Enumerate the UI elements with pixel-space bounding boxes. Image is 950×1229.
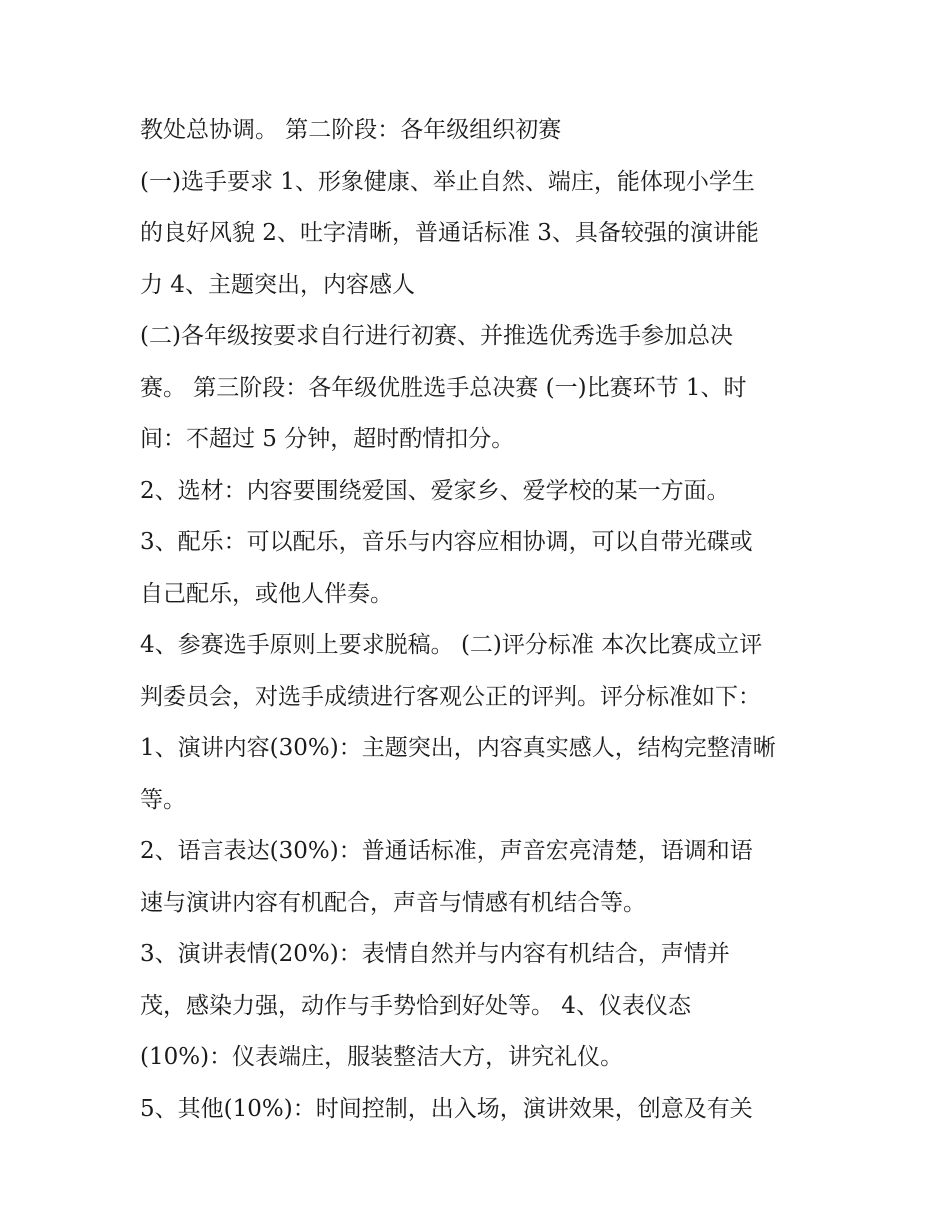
- text-line: 等。: [140, 787, 186, 813]
- text-line: 4、参赛选手原则上要求脱稿。 (二)评分标准 本次比赛成立评: [140, 632, 763, 658]
- text-line: 5、其他(10%)：时间控制，出入场，演讲效果，创意及有关: [140, 1096, 753, 1122]
- text-line: 力 4、主题突出，内容感人: [140, 272, 415, 298]
- text-line: 2、语言表达(30%)：普通话标准，声音宏亮清楚，语调和语: [140, 838, 753, 864]
- text-line: 2、选材：内容要围绕爱国、爱家乡、爱学校的某一方面。: [140, 478, 730, 504]
- text-line: 速与演讲内容有机配合，声音与情感有机结合等。: [140, 890, 646, 916]
- text-line: 的良好风貌 2、吐字清晰，普通话标准 3、具备较强的演讲能: [140, 220, 759, 246]
- text-line: 间：不超过 5 分钟，超时酌情扣分。: [140, 426, 515, 452]
- text-line: (10%)：仪表端庄，服装整洁大方，讲究礼仪。: [140, 1044, 624, 1070]
- text-line: 1、演讲内容(30%)：主题突出，内容真实感人，结构完整清晰: [140, 735, 776, 761]
- text-line: 赛。 第三阶段：各年级优胜选手总决赛 (一)比赛环节 1、时: [140, 375, 747, 401]
- text-line: (二)各年级按要求自行进行初赛、并推选优秀选手参加总决: [140, 323, 733, 349]
- text-line: 判委员会，对选手成绩进行客观公正的评判。评分标准如下：: [140, 684, 761, 710]
- text-line: 教处总协调。 第二阶段：各年级组织初赛: [140, 117, 562, 143]
- text-line: 3、演讲表情(20%)：表情自然并与内容有机结合，声情并: [140, 941, 730, 967]
- text-line: 茂，感染力强，动作与手势恰到好处等。 4、仪表仪态: [140, 993, 691, 1019]
- text-line: 3、配乐：可以配乐，音乐与内容应相协调，可以自带光碟或: [140, 529, 753, 555]
- text-line: (一)选手要求 1、形象健康、举止自然、端庄，能体现小学生: [140, 169, 755, 195]
- text-line: 自己配乐，或他人伴奏。: [140, 581, 393, 607]
